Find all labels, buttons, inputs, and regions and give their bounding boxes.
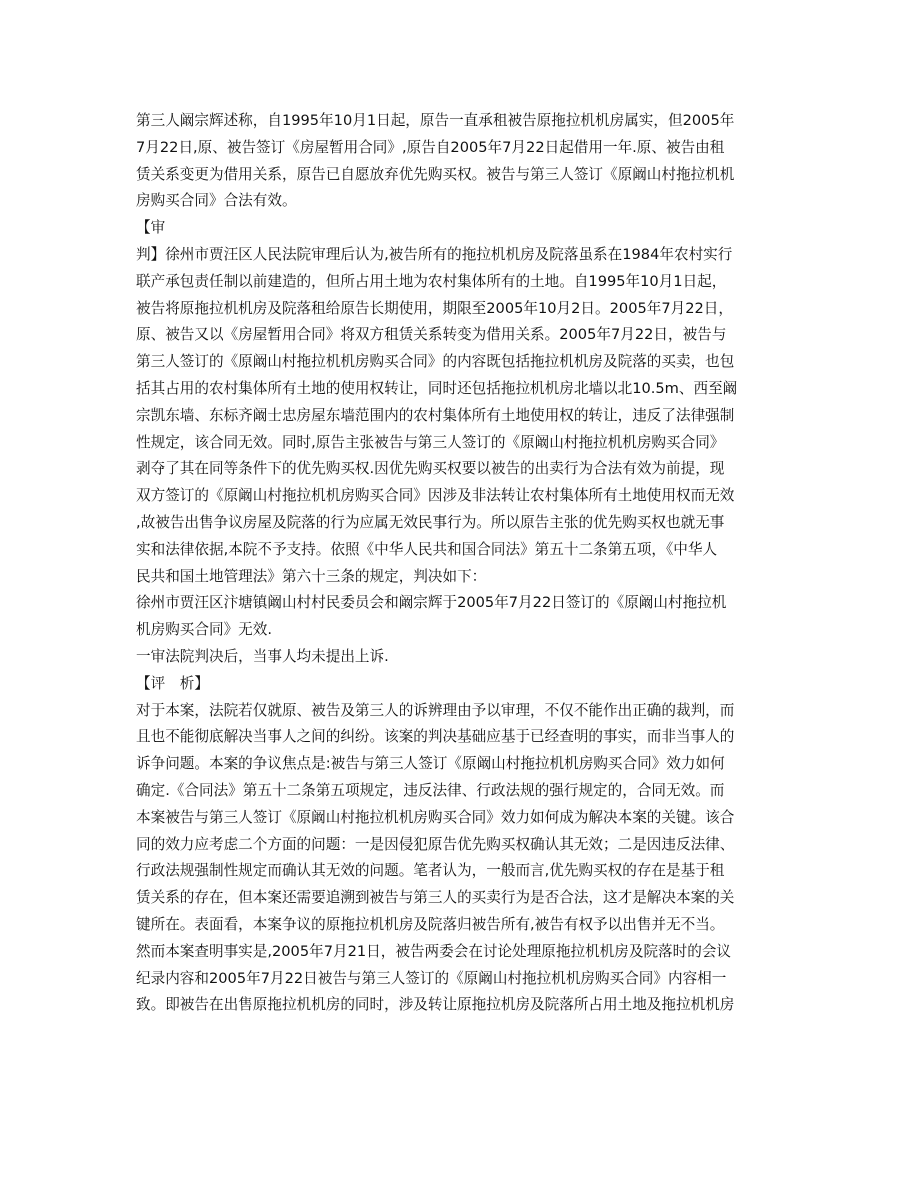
text-line: 本案被告与第三人签订《原阚山村拖拉机机房购买合同》效力如何成为解决本案的关键。该合 — [136, 808, 735, 826]
text-line: 徐州市贾汪区汴塘镇阚山村村民委员会和阚宗辉于2005年7月22日签订的《原阚山村拖拉机 — [136, 594, 727, 612]
text-line: 同的效力应考虑二个方面的问题：一是因侵犯原告优先购买权确认其无效；二是因违反法律、 — [136, 835, 735, 853]
text-line: 确定.《合同法》第五十二条第五项规定，违反法律、行政法规的强行规定的，合同无效。而 — [136, 781, 725, 799]
text-line: 联产承包责任制以前建造的，但所占用土地为农村集体所有的土地。自1995年10月1日起， — [136, 272, 727, 290]
text-line: 剥夺了其在同等条件下的优先购买权.因优先购买权要以被告的出卖行为合法有效为前提，现 — [136, 460, 725, 478]
text-line: 赁关系变更为借用关系，原告已自愿放弃优先购买权。被告与第三人签订《原阚山村拖拉机机 — [136, 165, 735, 183]
text-line: 房购买合同》合法有效。 — [136, 192, 297, 210]
text-line: 宗凯东墙、东标齐阚士忠房屋东墙范围内的农村集体所有土地使用权的转让，违反了法律强制 — [136, 406, 735, 424]
text-line: ,故被告出售争议房屋及院落的行为应属无效民事行为。所以原告主张的优先购买权也就无事 — [136, 513, 725, 531]
text-line: 性规定，该合同无效。同时,原告主张被告与第三人签订的《原阚山村拖拉机机房购买合同》 — [136, 433, 725, 451]
text-line: 机房购买合同》无效. — [136, 621, 272, 639]
text-line: 然而本案查明事实是,2005年7月21日，被告两委会在讨论处理原拖拉机机房及院落时的会议 — [136, 942, 732, 960]
text-line: 致。即被告在出售原拖拉机机房的同时，涉及转让原拖拉机房及院落所占用土地及拖拉机机房 — [136, 996, 735, 1014]
text-line: 判】徐州市贾汪区人民法院审理后认为,被告所有的拖拉机机房及院落虽系在1984年农村实行 — [136, 245, 733, 263]
text-line: 行政法规强制性规定而确认其无效的问题。笔者认为，一般而言,优先购买权的存在是基于租 — [136, 862, 725, 880]
text-line: 一审法院判决后，当事人均未提出上诉. — [136, 647, 389, 665]
text-line: 键所在。表面看，本案争议的原拖拉机机房及院落归被告所有,被告有权予以出售并无不当。 — [136, 915, 725, 933]
document-page — [136, 108, 786, 1019]
text-line: 第三人签订的《原阚山村拖拉机机房购买合同》的内容既包括拖拉机机房及院落的买卖，也包 — [136, 353, 735, 371]
text-line: 被告将原拖拉机机房及院落租给原告长期使用，期限至2005年10月2日。2005年7月22日， — [136, 299, 733, 317]
text-line: 纪录内容和2005年7月22日被告与第三人签订的《原阚山村拖拉机机房购买合同》内容相一 — [136, 969, 727, 987]
text-line: 赁关系的存在，但本案还需要追溯到被告与第三人的买卖行为是否合法，这才是解决本案的关 — [136, 889, 735, 907]
text-line: 第三人阚宗辉述称，自1995年10月1日起，原告一直承租被告原拖拉机机房属实，但2005年 — [136, 112, 735, 129]
text-line: 诉争问题。本案的争议焦点是:被告与第三人签订《原阚山村拖拉机机房购买合同》效力如何 — [136, 755, 725, 773]
text-line: 7月22日,原、被告签订《房屋暂用合同》,原告自2005年7月22日起借用一年.原、被告由租 — [136, 138, 725, 156]
text-line: 括其占用的农村集体所有土地的使用权转让，同时还包括拖拉机机房北墙以北10.5m、西至阚 — [136, 379, 738, 397]
text-line: 原、被告又以《房屋暂用合同》将双方租赁关系转变为借用关系。2005年7月22日，被告与 — [136, 326, 727, 344]
text-line: 实和法律依据,本院不予支持。依照《中华人民共和国合同法》第五十二条第五项，《中华人 — [136, 540, 718, 558]
text-line: 民共和国土地管理法》第六十三条的规定，判决如下： — [136, 567, 487, 585]
section-heading-trial: 【审 — [136, 219, 166, 237]
text-line: 双方签订的《原阚山村拖拉机机房购买合同》因涉及非法转让农村集体所有土地使用权而无效 — [136, 487, 735, 505]
text-line: 对于本案，法院若仅就原、被告及第三人的诉辨理由予以审理，不仅不能作出正确的裁判，而 — [136, 701, 735, 719]
text-line: 且也不能彻底解决当事人之间的纠纷。该案的判决基础应基于已经查明的事实，而非当事人的 — [136, 728, 735, 746]
section-heading-analysis: 【评 析】 — [136, 674, 209, 692]
